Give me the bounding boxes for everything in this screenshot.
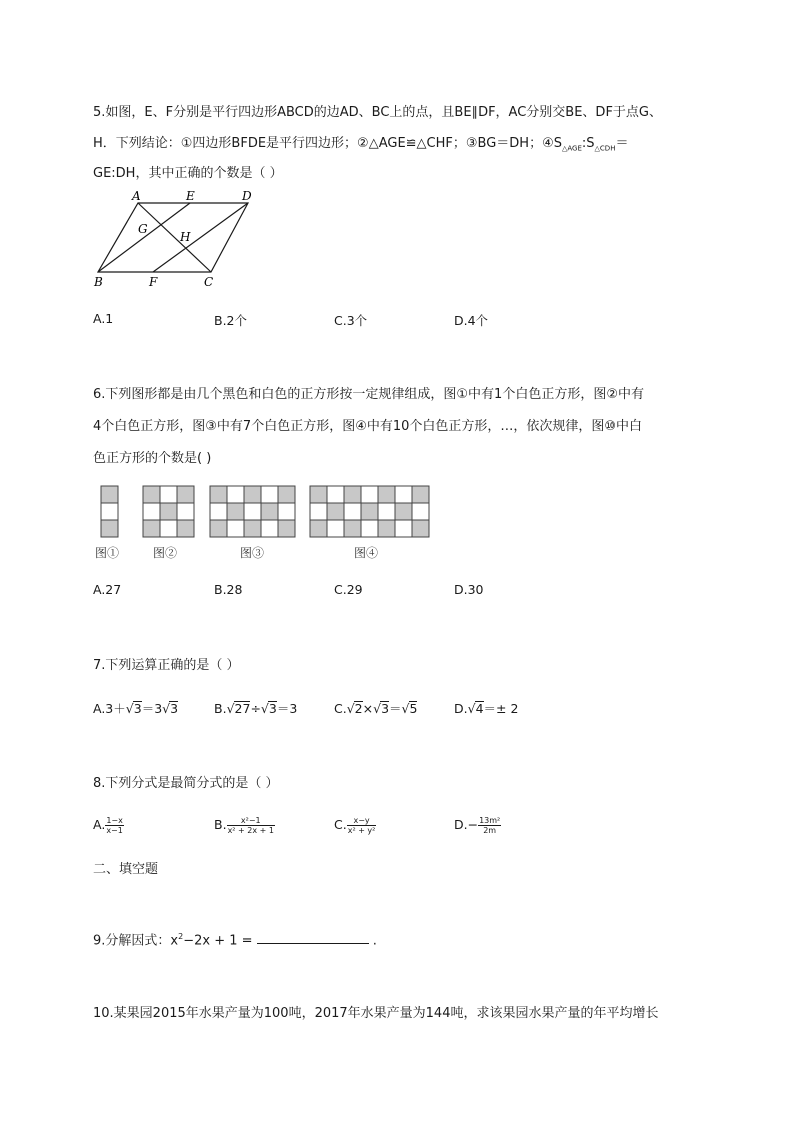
q8-option-c[interactable] bbox=[334, 816, 376, 835]
gray-square bbox=[101, 520, 118, 537]
q7a-mid: ＝3 bbox=[141, 701, 163, 716]
gray-square bbox=[310, 486, 327, 503]
gray-square bbox=[412, 520, 429, 537]
gray-square bbox=[395, 503, 412, 520]
white-square bbox=[160, 486, 177, 503]
q8-option-a[interactable] bbox=[93, 816, 124, 835]
q7d-end: ＝± 2 bbox=[483, 701, 519, 716]
q7b-radicand: 27 bbox=[234, 701, 251, 716]
parallelogram-figure bbox=[90, 190, 260, 290]
q5-option-c[interactable]: C.3个 bbox=[334, 313, 368, 328]
q7c-mid: × bbox=[362, 701, 374, 716]
q9-sup: 2 bbox=[178, 932, 184, 941]
q8a-denominator: x−1 bbox=[106, 826, 123, 835]
q5-sub2: △CDH bbox=[594, 144, 616, 153]
q5-line2 bbox=[93, 135, 628, 158]
q5-line2-a: H．下列结论：①四边形BFDE是平行四边形；②△AGE≌△CHF；③BG＝DH；④S bbox=[93, 136, 562, 151]
label-c: C bbox=[204, 275, 214, 289]
q7d-radicand: 4 bbox=[475, 701, 484, 716]
q5-option-d[interactable]: D.4个 bbox=[454, 313, 489, 328]
q7-option-a[interactable]: A.3＋√3＝3√3 bbox=[93, 701, 179, 716]
q7-option-b[interactable]: B.√27÷√3＝3 bbox=[214, 701, 298, 716]
q5-line2-mid: :S bbox=[581, 136, 595, 151]
gray-square bbox=[344, 520, 361, 537]
white-square bbox=[261, 520, 278, 537]
label-b: B bbox=[94, 275, 103, 289]
white-square bbox=[361, 520, 378, 537]
pattern-figure-2 bbox=[143, 486, 194, 537]
parallelogram-abcd bbox=[98, 203, 248, 272]
white-square bbox=[244, 503, 261, 520]
q8a-numerator: 1−x bbox=[106, 816, 123, 825]
q8c-prefix: C. bbox=[334, 817, 347, 832]
q6-line2: 4个白色正方形，图③中有7个白色正方形，图④中有10个白色正方形，…，依次规律，图⑩中白 bbox=[93, 419, 643, 434]
label-g: G bbox=[138, 222, 148, 236]
q6-option-c[interactable]: C.29 bbox=[334, 582, 363, 597]
white-square bbox=[210, 503, 227, 520]
pattern-figure-1 bbox=[101, 486, 118, 537]
gray-square bbox=[412, 486, 429, 503]
pattern-figure-3 bbox=[210, 486, 295, 537]
q7a-prefix: A.3＋ bbox=[93, 701, 126, 716]
pattern-figure-4 bbox=[310, 486, 429, 537]
white-square bbox=[378, 503, 395, 520]
q7b-mid: ÷ bbox=[250, 701, 261, 716]
q7b-prefix: B. bbox=[214, 701, 227, 716]
q7a-radicand2: 3 bbox=[170, 701, 179, 716]
gray-square bbox=[210, 520, 227, 537]
gray-square bbox=[160, 503, 177, 520]
gray-square bbox=[361, 503, 378, 520]
white-square bbox=[361, 486, 378, 503]
gray-square bbox=[261, 503, 278, 520]
q8a-prefix: A. bbox=[93, 817, 106, 832]
white-square bbox=[101, 503, 118, 520]
q7c-radicand: 2 bbox=[354, 701, 363, 716]
gray-square bbox=[378, 486, 395, 503]
q5-option-a[interactable]: A.1 bbox=[93, 311, 114, 326]
white-square bbox=[344, 503, 361, 520]
q5-line1: 5.如图，E、F分别是平行四边形ABCD的边AD、BC上的点，且BE∥DF，AC分别交BE、DF于点G、 bbox=[93, 105, 662, 120]
q6-option-d[interactable]: D.30 bbox=[454, 582, 484, 597]
q8d-denominator: 2m bbox=[483, 826, 497, 835]
q9-answer-blank[interactable] bbox=[257, 931, 369, 944]
caption-fig1: 图① bbox=[95, 546, 120, 560]
q8b-prefix: B. bbox=[214, 817, 227, 832]
q9-rest: −2x + 1 = bbox=[183, 933, 253, 949]
q5-sub1: △AGE bbox=[561, 144, 582, 153]
gray-square bbox=[143, 520, 160, 537]
gray-square bbox=[244, 520, 261, 537]
q5-line3: GE:DH，其中正确的个数是（ ） bbox=[93, 166, 283, 181]
q6-line1: 6.下列图形都是由几个黑色和白色的正方形按一定规律组成，图①中有1个白色正方形，图②中有 bbox=[93, 387, 644, 402]
gray-square bbox=[327, 503, 344, 520]
q7c-radicand2: 3 bbox=[381, 701, 390, 716]
white-square bbox=[261, 486, 278, 503]
gray-square bbox=[310, 520, 327, 537]
q7-option-c[interactable]: C.√2×√3＝√5 bbox=[334, 701, 418, 716]
pattern-figures bbox=[95, 482, 435, 542]
q6-option-b[interactable]: B.28 bbox=[214, 582, 243, 597]
q8a-fraction bbox=[105, 816, 124, 835]
q7-stem: 7.下列运算正确的是（ ） bbox=[93, 658, 240, 673]
white-square bbox=[395, 520, 412, 537]
gray-square bbox=[344, 486, 361, 503]
q8d-fraction bbox=[478, 816, 501, 835]
q8c-denominator: x² + y² bbox=[347, 826, 376, 835]
label-e: E bbox=[186, 190, 195, 203]
q9-prefix: 9.分解因式：x bbox=[93, 933, 179, 949]
q8d-prefix: D.− bbox=[454, 817, 479, 832]
q7a-radicand: 3 bbox=[133, 701, 142, 716]
q7c-radicand3: 5 bbox=[409, 701, 418, 716]
label-d: D bbox=[242, 190, 252, 203]
q5-line2-end: ＝ bbox=[615, 136, 629, 151]
gray-square bbox=[227, 503, 244, 520]
gray-square bbox=[378, 520, 395, 537]
white-square bbox=[310, 503, 327, 520]
q7-option-d[interactable]: D.√4＝± 2 bbox=[454, 701, 519, 716]
q8b-fraction bbox=[227, 816, 275, 835]
q8c-numerator: x−y bbox=[347, 816, 377, 826]
q9-end: . bbox=[372, 933, 377, 949]
q8c-fraction bbox=[347, 816, 377, 835]
segment-be bbox=[98, 203, 190, 272]
gray-square bbox=[143, 486, 160, 503]
q8-option-b[interactable] bbox=[214, 816, 275, 835]
q7c-prefix: C. bbox=[334, 701, 347, 716]
q8-option-d[interactable] bbox=[454, 816, 501, 835]
label-a: A bbox=[132, 190, 141, 203]
q6-option-a[interactable]: A.27 bbox=[93, 582, 122, 597]
gray-square bbox=[278, 520, 295, 537]
caption-fig4: 图④ bbox=[354, 546, 379, 560]
gray-square bbox=[244, 486, 261, 503]
white-square bbox=[227, 486, 244, 503]
q8b-numerator: x²−1 bbox=[227, 816, 275, 826]
q8d-numerator: 13m² bbox=[479, 816, 501, 825]
q7b-end: ＝3 bbox=[276, 701, 298, 716]
gray-square bbox=[101, 486, 118, 503]
white-square bbox=[327, 486, 344, 503]
white-square bbox=[327, 520, 344, 537]
q9-line bbox=[93, 928, 377, 950]
q6-line3: 色正方形的个数是( ) bbox=[93, 451, 212, 466]
section-title-fill-blank: 二、填空题 bbox=[93, 862, 159, 877]
white-square bbox=[412, 503, 429, 520]
label-f: F bbox=[149, 275, 158, 289]
gray-square bbox=[210, 486, 227, 503]
gray-square bbox=[177, 520, 194, 537]
gray-square bbox=[177, 486, 194, 503]
q10-line1: 10.某果园2015年水果产量为100吨，2017年水果产量为144吨，求该果园水果产量的年平均增长 bbox=[93, 1006, 659, 1021]
white-square bbox=[177, 503, 194, 520]
white-square bbox=[395, 486, 412, 503]
q8b-denominator: x² + 2x + 1 bbox=[227, 826, 274, 835]
q7d-prefix: D. bbox=[454, 701, 468, 716]
q5-option-b[interactable]: B.2个 bbox=[214, 313, 248, 328]
gray-square bbox=[278, 486, 295, 503]
caption-fig3: 图③ bbox=[240, 546, 265, 560]
white-square bbox=[160, 520, 177, 537]
q7b-radicand2: 3 bbox=[268, 701, 277, 716]
white-square bbox=[278, 503, 295, 520]
q7c-eq: ＝ bbox=[389, 701, 402, 716]
label-h: H bbox=[180, 230, 191, 244]
q8-stem: 8.下列分式是最简分式的是（ ） bbox=[93, 776, 279, 791]
white-square bbox=[227, 520, 244, 537]
white-square bbox=[143, 503, 160, 520]
caption-fig2: 图② bbox=[153, 546, 178, 560]
